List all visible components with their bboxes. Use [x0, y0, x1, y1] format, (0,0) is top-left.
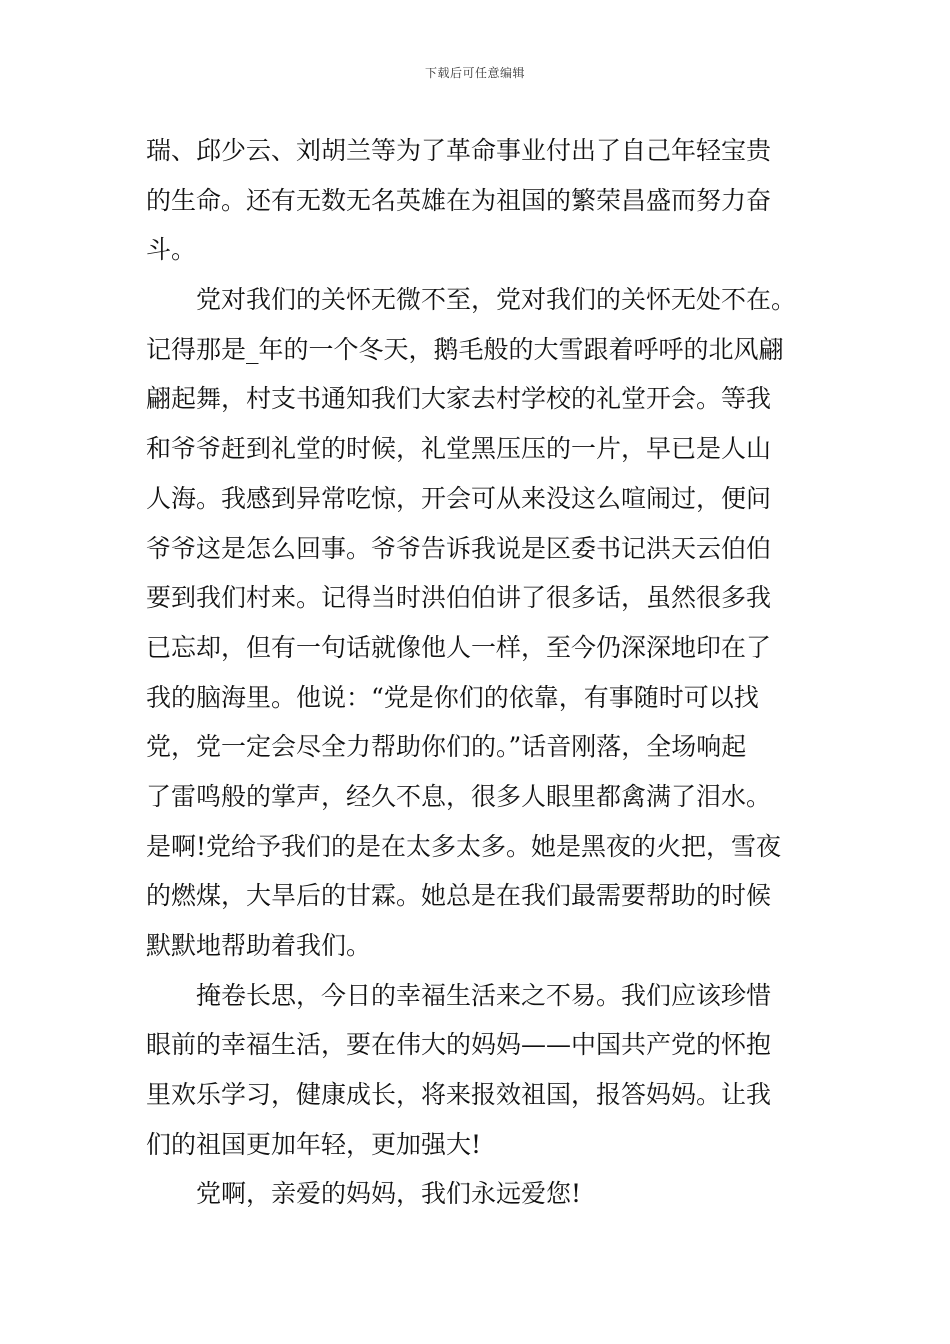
paragraph-start-line: 掩卷长思，今日的幸福生活来之不易。我们应该珍惜 — [196, 980, 772, 1010]
text-line: 眼前的幸福生活，要在伟大的妈妈——中国共产党的怀抱 — [146, 1030, 772, 1060]
text-line: 们的祖国更加年轻，更加强大! — [146, 1129, 482, 1159]
text-line: 记得那是_年的一个冬天，鹅毛般的大雪跟着呼呼的北风翩 — [146, 334, 784, 364]
paragraph-start-line: 党对我们的关怀无微不至，党对我们的关怀无处不在。 — [196, 285, 797, 315]
text-line: 的生命。还有无数无名英雄在为祖国的繁荣昌盛而努力奋 — [146, 185, 772, 215]
text-line: 默默地帮助着我们。 — [146, 931, 372, 960]
text-line: 翩起舞，村支书通知我们大家去村学校的礼堂开会。等我 — [146, 384, 772, 414]
text-line: 人海。我感到异常吃惊，开会可从来没这么喧闹过，便问 — [146, 483, 772, 513]
text-line: 要到我们村来。记得当时洪伯伯讲了很多话，虽然很多我 — [146, 583, 772, 613]
text-line: 是啊!党给予我们的是在太多太多。她是黑夜的火把，雪夜 — [146, 831, 782, 861]
text-line: 了雷鸣般的掌声，经久不息，很多人眼里都禽满了泪水。 — [146, 781, 772, 811]
header-note: 下载后可任意编辑 — [424, 66, 525, 80]
text-line: 已忘却，但有一句话就像他人一样，至今仍深深地印在了 — [146, 632, 772, 662]
document-body — [146, 126, 818, 1219]
text-line: 党，党一定会尽全力帮助你们的。”话音刚落，全场响起 — [146, 732, 747, 762]
paragraph-start-line: 党啊，亲爱的妈妈，我们永远爱您! — [196, 1179, 582, 1209]
text-line: 的燃煤，大旱后的甘霖。她总是在我们最需要帮助的时候 — [146, 881, 772, 911]
text-line: 和爷爷赶到礼堂的时候，礼堂黑压压的一片，早已是人山 — [146, 434, 772, 464]
text-line: 里欢乐学习，健康成长，将来报效祖国，报答妈妈。让我 — [146, 1080, 772, 1110]
text-line: 斗。 — [146, 235, 197, 265]
text-line: 瑞、邱少云、刘胡兰等为了革命事业付出了自己年轻宝贵 — [146, 136, 772, 165]
text-line: 我的脑海里。他说：“党是你们的依靠，有事随时可以找 — [146, 682, 759, 712]
text-line: 爷爷这是怎么回事。爷爷告诉我说是区委书记洪天云伯伯 — [146, 533, 772, 563]
